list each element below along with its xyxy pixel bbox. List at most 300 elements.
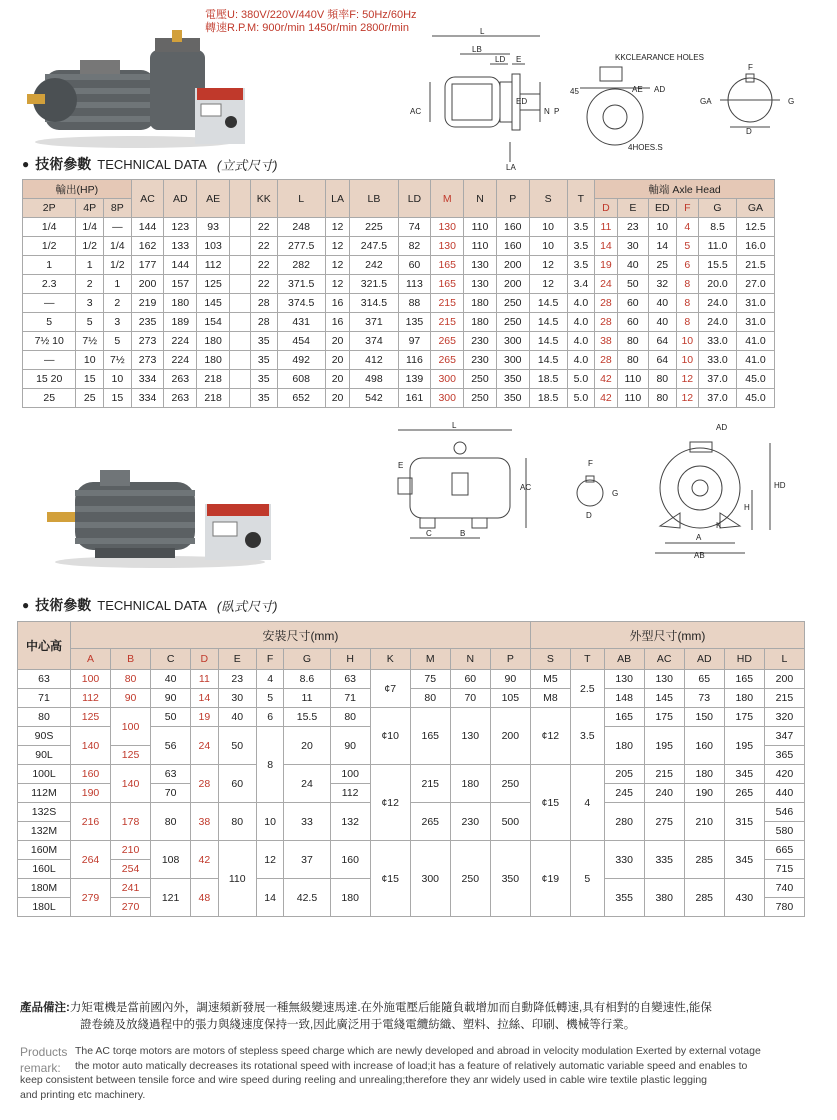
- table-cell: 492: [277, 351, 325, 370]
- cell-A: 190: [71, 784, 111, 803]
- table-cell: 12: [676, 370, 698, 389]
- table-cell: 230: [464, 332, 497, 351]
- cell-B: 270: [111, 898, 151, 917]
- cell-S: ¢15: [530, 765, 570, 841]
- cell-C: 56: [151, 727, 191, 765]
- axle-header-E: E: [617, 199, 648, 218]
- table-cell: 35: [250, 370, 277, 389]
- table-cell: 215: [431, 294, 464, 313]
- table-cell: 300: [496, 332, 529, 351]
- table-cell: 300: [496, 351, 529, 370]
- table-cell: 250: [496, 313, 529, 332]
- frame-cell: 160M: [18, 841, 71, 860]
- table-cell: 5.0: [567, 389, 595, 408]
- table-cell: 1/2: [104, 256, 132, 275]
- table-cell: 113: [398, 275, 431, 294]
- cell-AC: 175: [644, 708, 684, 727]
- section2-title-en: TECHNICAL DATA: [97, 597, 207, 613]
- table-cell: 215: [431, 313, 464, 332]
- table-cell: 25: [76, 389, 104, 408]
- section2-title-cn: 技術參數: [35, 597, 92, 613]
- table-cell: 123: [164, 218, 197, 237]
- cell-P: 500: [490, 803, 530, 841]
- table-cell: 22: [250, 275, 277, 294]
- section1-title-en: TECHNICAL DATA: [97, 156, 207, 172]
- table-cell: 177: [131, 256, 164, 275]
- col-header-LA: LA: [325, 180, 349, 218]
- col-header-HD: HD: [724, 649, 764, 670]
- cell-B: 178: [111, 803, 151, 841]
- table-cell: 12.5: [736, 218, 774, 237]
- cell-P: 90: [490, 670, 530, 689]
- frame-cell: 180L: [18, 898, 71, 917]
- table-cell: 14.5: [529, 294, 567, 313]
- cell-D: 19: [191, 708, 218, 727]
- cell-T: 4: [570, 765, 604, 841]
- cell-A: 160: [71, 765, 111, 784]
- diag1-label-E: E: [516, 55, 522, 64]
- vertical-dimension-diagram: [400, 22, 830, 172]
- cell-AC: 275: [644, 803, 684, 841]
- table-cell: 3: [76, 294, 104, 313]
- cell-D: 14: [191, 689, 218, 708]
- diag1-label-L: L: [480, 27, 485, 36]
- table-cell: 35: [250, 389, 277, 408]
- cell-HD: 165: [724, 670, 764, 689]
- table-cell: 12: [325, 218, 349, 237]
- cell-HD: 345: [724, 765, 764, 784]
- table-row: [23, 351, 775, 370]
- table-cell: 180: [164, 294, 197, 313]
- table-cell: 97: [398, 332, 431, 351]
- table-cell: 2.3: [23, 275, 76, 294]
- table-cell: —: [23, 351, 76, 370]
- cell-E: 110: [218, 841, 256, 917]
- cell-L: 546: [764, 803, 804, 822]
- pole-header-8p: 8P: [104, 199, 132, 218]
- table-cell: 334: [131, 370, 164, 389]
- col-header-KK: KK: [250, 180, 277, 218]
- col-header-H: H: [330, 649, 370, 670]
- table-cell: 15.5: [699, 256, 737, 275]
- cell-E: 23: [218, 670, 256, 689]
- table-cell: 157: [164, 275, 197, 294]
- cell-AB: 205: [604, 765, 644, 784]
- diag2-label-A: A: [696, 533, 702, 542]
- output-header: 輸出(HP): [23, 180, 132, 199]
- table-cell: 431: [277, 313, 325, 332]
- outline-header: 外型尺寸(mm): [530, 622, 804, 649]
- spacer-cell: [229, 351, 250, 370]
- cell-HD: 265: [724, 784, 764, 803]
- table-cell: 4.0: [567, 294, 595, 313]
- table-cell: 80: [617, 351, 648, 370]
- table-cell: 224: [164, 332, 197, 351]
- remark-en-line4: and printing etc machinery.: [20, 1088, 146, 1101]
- cell-T: 5: [570, 841, 604, 917]
- table-cell: 42: [595, 389, 617, 408]
- cell-HD: 180: [724, 689, 764, 708]
- spacer-cell: [229, 332, 250, 351]
- cell-B: 90: [111, 689, 151, 708]
- table-cell: 200: [496, 275, 529, 294]
- cell-AB: 245: [604, 784, 644, 803]
- cell-C: 90: [151, 689, 191, 708]
- cell-HD: 345: [724, 841, 764, 879]
- cell-D: 38: [191, 803, 218, 841]
- spacer-header: [229, 180, 250, 218]
- col-header-AB: AB: [604, 649, 644, 670]
- table-row: [23, 294, 775, 313]
- table-cell: 144: [131, 218, 164, 237]
- cell-N: 60: [450, 670, 490, 689]
- axle-header-G: G: [699, 199, 737, 218]
- bullet-icon: ●: [22, 157, 30, 171]
- cell-AD: 150: [684, 708, 724, 727]
- cell-AC: 335: [644, 841, 684, 879]
- frame-cell: 90S: [18, 727, 71, 746]
- table-cell: 60: [398, 256, 431, 275]
- axle-header-ED: ED: [649, 199, 677, 218]
- table-cell: 224: [164, 351, 197, 370]
- cell-C: 50: [151, 708, 191, 727]
- table-cell: 42: [595, 370, 617, 389]
- speed-spec: 轉速R.P.M: 900r/min 1450r/min 2800r/min: [205, 22, 409, 34]
- cell-C: 40: [151, 670, 191, 689]
- diag1-label-F: F: [748, 63, 753, 72]
- col-header-F: F: [256, 649, 283, 670]
- cell-HD: 195: [724, 727, 764, 765]
- vertical-table-body: [23, 218, 775, 408]
- cell-E: 40: [218, 708, 256, 727]
- table-cell: 19: [595, 256, 617, 275]
- cell-M: 75: [410, 670, 450, 689]
- cell-AD: 285: [684, 841, 724, 879]
- cell-L: 740: [764, 879, 804, 898]
- diag2-label-K: K: [716, 521, 722, 530]
- table-cell: 165: [431, 256, 464, 275]
- cell-AB: 180: [604, 727, 644, 765]
- cell-G: 37: [284, 841, 330, 879]
- remark-en-line1: The AC torqe motors are motors of stepless speed charge which are newly developed and abroad in velocity modulation Exerted by external votage: [75, 1045, 761, 1057]
- table-cell: 110: [617, 389, 648, 408]
- table-cell: 60: [617, 294, 648, 313]
- table-cell: 2: [104, 294, 132, 313]
- cell-F: 5: [256, 689, 283, 708]
- cell-D: 42: [191, 841, 218, 879]
- cell-H: 132: [330, 803, 370, 841]
- cell-B: 100: [111, 708, 151, 746]
- cell-H: 80: [330, 708, 370, 727]
- table-cell: 314.5: [350, 294, 398, 313]
- table-cell: 277.5: [277, 237, 325, 256]
- cell-AD: 180: [684, 765, 724, 784]
- cell-F: 10: [256, 803, 283, 841]
- table-cell: 38: [595, 332, 617, 351]
- table-cell: 40: [649, 313, 677, 332]
- diag1-label-AD: AD: [654, 85, 666, 94]
- table-cell: 45.0: [736, 389, 774, 408]
- axle-header: 軸端 Axle Head: [595, 180, 775, 199]
- col-header-E: E: [218, 649, 256, 670]
- frame-cell: 112M: [18, 784, 71, 803]
- remark-en-line3: keep consistent between tensile force and wire speed during reeling and unrealing;therefore they anr widely used in cable wire textile plastic legging: [20, 1074, 707, 1086]
- cell-D: 11: [191, 670, 218, 689]
- table-cell: 14: [649, 237, 677, 256]
- cell-F: 6: [256, 708, 283, 727]
- table-cell: 263: [164, 370, 197, 389]
- table-row: [23, 256, 775, 275]
- cell-P: 250: [490, 765, 530, 803]
- table-cell: 27.0: [736, 275, 774, 294]
- table-cell: 3.4: [567, 275, 595, 294]
- remark-en-block: [20, 1044, 820, 1102]
- frame-cell: 80: [18, 708, 71, 727]
- table-cell: 180: [464, 294, 497, 313]
- col-header-AC: AC: [131, 180, 164, 218]
- cell-AC: 240: [644, 784, 684, 803]
- diag1-label-D: D: [746, 127, 752, 136]
- center-height-header: 中心高: [18, 622, 71, 670]
- table-cell: 218: [197, 389, 230, 408]
- table-cell: 10: [104, 370, 132, 389]
- cell-L: 580: [764, 822, 804, 841]
- diag1-label-P: P: [554, 107, 560, 116]
- diag2-label-HD: HD: [774, 481, 786, 490]
- cell-D: 48: [191, 879, 218, 917]
- table-cell: 265: [431, 332, 464, 351]
- table-cell: 374.5: [277, 294, 325, 313]
- diag2-label-AD: AD: [716, 423, 728, 432]
- cell-K: ¢12: [370, 765, 410, 841]
- table-cell: 3.5: [567, 237, 595, 256]
- spacer-cell: [229, 275, 250, 294]
- cell-S: ¢12: [530, 708, 570, 765]
- table-cell: 20.0: [699, 275, 737, 294]
- cell-C: 63: [151, 765, 191, 784]
- table-cell: 5: [104, 332, 132, 351]
- cell-D: 24: [191, 727, 218, 765]
- table-cell: 300: [431, 370, 464, 389]
- table-cell: 350: [496, 370, 529, 389]
- table-cell: 321.5: [350, 275, 398, 294]
- table-cell: 200: [131, 275, 164, 294]
- table-cell: 12: [529, 275, 567, 294]
- pole-header-2p: 2P: [23, 199, 76, 218]
- table-cell: 219: [131, 294, 164, 313]
- table-cell: 33.0: [699, 332, 737, 351]
- col-header-S: S: [530, 649, 570, 670]
- cell-A: 216: [71, 803, 111, 841]
- table-cell: 12: [529, 256, 567, 275]
- frame-cell: 180M: [18, 879, 71, 898]
- table-cell: 40: [649, 294, 677, 313]
- table-cell: 64: [649, 351, 677, 370]
- table-cell: 74: [398, 218, 431, 237]
- table-cell: 4.0: [567, 313, 595, 332]
- cell-L: 200: [764, 670, 804, 689]
- table-cell: 130: [431, 237, 464, 256]
- table-cell: 133: [164, 237, 197, 256]
- table-cell: 282: [277, 256, 325, 275]
- table-cell: 1: [23, 256, 76, 275]
- table-cell: 250: [496, 294, 529, 313]
- table-cell: 371: [350, 313, 398, 332]
- table-cell: 60: [617, 313, 648, 332]
- table-cell: 10: [529, 237, 567, 256]
- cell-B: 80: [111, 670, 151, 689]
- table-cell: 15 20: [23, 370, 76, 389]
- table-cell: 22: [250, 218, 277, 237]
- col-header-D: D: [191, 649, 218, 670]
- cell-AD: 73: [684, 689, 724, 708]
- table-cell: 189: [164, 313, 197, 332]
- table-row: [23, 370, 775, 389]
- horizontal-motor-photo: [45, 462, 275, 572]
- col-header-AD: AD: [684, 649, 724, 670]
- cell-A: 125: [71, 708, 111, 727]
- table-cell: 14.5: [529, 351, 567, 370]
- table-cell: 8: [676, 313, 698, 332]
- spacer-cell: [229, 218, 250, 237]
- table-cell: 80: [649, 389, 677, 408]
- cell-N: 250: [450, 841, 490, 917]
- cell-L: 780: [764, 898, 804, 917]
- diag2-label-AB: AB: [694, 551, 705, 558]
- col-header-AE: AE: [197, 180, 230, 218]
- table-cell: 1/2: [76, 237, 104, 256]
- table-row: [23, 332, 775, 351]
- diag1-label-GA: GA: [700, 97, 712, 106]
- cell-B: 241: [111, 879, 151, 898]
- table-cell: 37.0: [699, 389, 737, 408]
- table-cell: 11: [595, 218, 617, 237]
- table-cell: 130: [464, 275, 497, 294]
- section1-title-paren: (立式尺寸): [216, 157, 278, 173]
- cell-L: 215: [764, 689, 804, 708]
- diag1-label-holes: 4HOES.S: [628, 143, 663, 152]
- table-cell: 498: [350, 370, 398, 389]
- table-cell: 139: [398, 370, 431, 389]
- table-cell: 263: [164, 389, 197, 408]
- table-cell: 1/4: [104, 237, 132, 256]
- table-cell: 28: [595, 351, 617, 370]
- table-cell: 110: [464, 237, 497, 256]
- col-header-N: N: [450, 649, 490, 670]
- table-cell: 41.0: [736, 332, 774, 351]
- table-cell: 15: [76, 370, 104, 389]
- cell-AC: 130: [644, 670, 684, 689]
- table-cell: 180: [197, 332, 230, 351]
- table-cell: 160: [496, 237, 529, 256]
- cell-G: 8.6: [284, 670, 330, 689]
- table-cell: 16: [325, 294, 349, 313]
- table-cell: 110: [617, 370, 648, 389]
- cell-AB: 280: [604, 803, 644, 841]
- cell-AD: 210: [684, 803, 724, 841]
- table-cell: 12: [325, 256, 349, 275]
- table-cell: 20: [325, 389, 349, 408]
- section1-title: [22, 154, 277, 174]
- cell-L: 347: [764, 727, 804, 746]
- table-cell: 135: [398, 313, 431, 332]
- table-cell: 230: [464, 351, 497, 370]
- diag1-label-LD: LD: [495, 55, 506, 64]
- table-cell: 2: [76, 275, 104, 294]
- table-cell: 162: [131, 237, 164, 256]
- diag1-label-G: G: [788, 97, 795, 106]
- cell-H: 63: [330, 670, 370, 689]
- table-cell: 144: [164, 256, 197, 275]
- table-cell: 130: [431, 218, 464, 237]
- table-cell: 247.5: [350, 237, 398, 256]
- diag1-label-ED: ED: [516, 97, 528, 106]
- cell-AD: 160: [684, 727, 724, 765]
- table-cell: 218: [197, 370, 230, 389]
- cell-AB: 330: [604, 841, 644, 879]
- cell-B: 125: [111, 746, 151, 765]
- table-cell: 5: [23, 313, 76, 332]
- diag2-label-L: L: [452, 421, 457, 430]
- cell-E: 30: [218, 689, 256, 708]
- cell-HD: 430: [724, 879, 764, 917]
- remark-en-label-1: Products: [20, 1045, 68, 1059]
- table-cell: 225: [350, 218, 398, 237]
- col-header-L: L: [764, 649, 804, 670]
- remark-en-line2: the motor auto matically decreases its rotational speed with increase of load;it has a feature of relatively automatic variable speed and enables to: [75, 1059, 748, 1072]
- table-row: [23, 313, 775, 332]
- axle-header-F: F: [676, 199, 698, 218]
- col-header-P: P: [490, 649, 530, 670]
- table-cell: 64: [649, 332, 677, 351]
- cell-G: 15.5: [284, 708, 330, 727]
- col-header-LD: LD: [398, 180, 431, 218]
- table-cell: 28: [250, 294, 277, 313]
- table-cell: 7½: [76, 332, 104, 351]
- table-cell: 31.0: [736, 294, 774, 313]
- table-cell: 145: [197, 294, 230, 313]
- table2-col-headers: [18, 649, 805, 670]
- cell-G: 24: [284, 765, 330, 803]
- table-cell: 16: [325, 313, 349, 332]
- table-cell: 608: [277, 370, 325, 389]
- frame-cell: 100L: [18, 765, 71, 784]
- cell-H: 160: [330, 841, 370, 879]
- table-cell: 28: [250, 313, 277, 332]
- col-header-B: B: [111, 649, 151, 670]
- table-cell: 180: [464, 313, 497, 332]
- diag2-label-B: B: [460, 529, 466, 538]
- table-cell: 14: [595, 237, 617, 256]
- diag1-label-45: 45: [570, 87, 579, 96]
- cell-F: 4: [256, 670, 283, 689]
- table-cell: 412: [350, 351, 398, 370]
- remark-cn-block: [20, 1000, 820, 1034]
- cell-N: 130: [450, 708, 490, 765]
- cell-M: 165: [410, 708, 450, 765]
- table-cell: 160: [496, 218, 529, 237]
- horizontal-dimension-diagram: [390, 418, 810, 558]
- cell-AC: 380: [644, 879, 684, 917]
- table-cell: 50: [617, 275, 648, 294]
- table-cell: 110: [464, 218, 497, 237]
- cell-E: 60: [218, 765, 256, 803]
- table-cell: 12: [325, 275, 349, 294]
- cell-B: 210: [111, 841, 151, 860]
- cell-AB: 148: [604, 689, 644, 708]
- frame-cell: 160L: [18, 860, 71, 879]
- table-cell: 12: [325, 237, 349, 256]
